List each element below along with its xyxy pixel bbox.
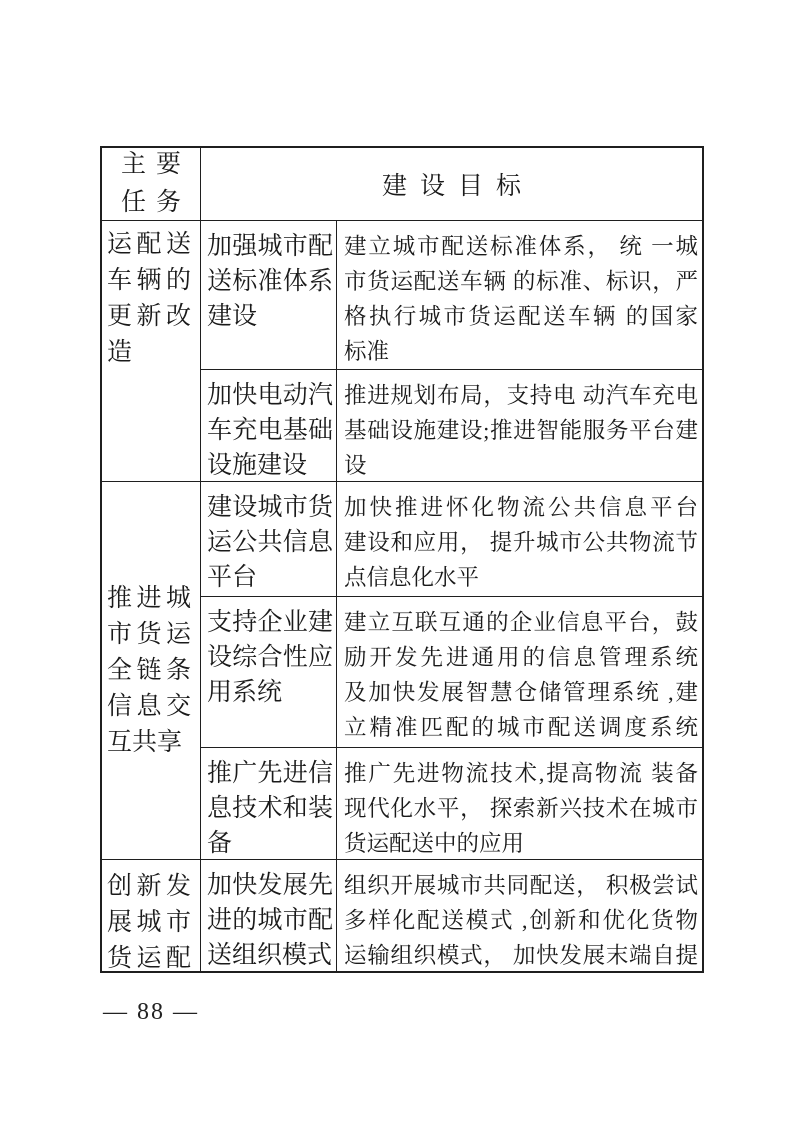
goal-line: 推进规划布局，支持电 动汽车充电 [344,383,698,408]
goal-line: 标准 [344,339,390,364]
measure-public-information-platform [201,482,337,597]
goal-line: 建立互联互通的企业信息平台，鼓 [344,610,698,635]
page-number: — 88 — [103,999,199,1025]
measure-line: 送组织模式 [207,942,333,969]
goal-line: 组织开展城市共同配送， 积极尝试 [344,873,698,898]
goal-line: 立精准匹配的城市配送调度系统 [344,715,698,740]
measure-ev-charging-infrastructure [201,370,337,482]
measure-line: 设施建设 [207,452,308,479]
task-line: 推进城 [107,584,191,612]
task-line: 更新改 [107,303,191,330]
measure-line: 设综合性应 [207,644,333,671]
goal-line: 基础设施建设;推进智能服务平台建 [344,418,698,443]
goal-line: 建立城市配送标准体系， 统 一城 [344,234,698,259]
goal-line: 及加快发展智慧仓储管理系统 ,建 [344,680,698,705]
measure-line: 建设 [207,303,258,330]
measure-line: 支持企业建 [207,609,333,636]
goal-line: 推广先进物流技术,提高物流 装备 [344,761,698,786]
goal-line: 市货运配送车辆 的标准、标识，严 [344,269,698,294]
measure-line: 建设城市货 [207,494,333,521]
measure-line: 加快发展先 [207,872,333,899]
goal-ev-charging-infrastructure [337,370,702,482]
goal-line: 加快推进怀化物流公共信息平台 [344,495,698,520]
header-main-tasks-line: 主要 [120,151,191,178]
task-line: 运配送 [107,231,191,258]
goal-line: 励开发先进通用的信息管理系统 [344,645,698,670]
task-freight-information-sharing [102,482,201,860]
measure-enterprise-application-systems [201,597,337,748]
header-main-tasks-line: 任务 [120,189,191,216]
goal-enterprise-application-systems [337,597,702,748]
task-line: 互共享 [107,728,183,756]
tasks-goals-table [100,146,704,973]
goal-line: 多样化配送模式 ,创新和优化货物 [344,908,698,933]
measure-line: 送标准体系 [207,268,333,295]
measure-line: 平台 [207,564,258,591]
header-main-tasks [102,148,201,221]
task-vehicle-upgrade [102,221,201,482]
task-line: 信息交 [107,692,191,720]
goal-advanced-it-equipment [337,748,702,860]
measure-line: 车充电基础 [207,417,333,444]
goal-line: 格执行城市货运配送车辆 的国家 [344,304,698,329]
goal-line: 设 [344,453,367,478]
goal-line: 点信息化水平 [344,565,480,590]
task-line: 市货运 [107,620,191,648]
measure-line: 运公共信息 [207,529,333,556]
task-line: 展城市 [107,909,191,936]
header-construction-goals [201,148,702,221]
task-line: 全链条 [107,656,191,684]
goal-line: 运输组织模式， 加快发展末端自提 [344,943,698,968]
measure-delivery-standard-system [201,221,337,370]
task-line: 货运配 [107,945,191,971]
task-line: 创新发 [107,873,191,900]
measure-line: 进的城市配 [207,907,333,934]
task-innovative-urban-freight [102,860,201,971]
task-line: 车辆的 [107,267,191,294]
task-line: 造 [107,339,133,366]
goal-delivery-organization-model [337,860,702,971]
measure-line: 加强城市配 [207,233,333,260]
measure-advanced-it-equipment [201,748,337,860]
measure-line: 用系统 [207,679,283,706]
goal-line: 现代化水平， 探索新兴技术在城市 [344,796,698,821]
goal-line: 货运配送中的应用 [344,831,525,856]
goal-line: 建设和应用， 提升城市公共物流节 [344,530,698,555]
measure-line: 推广先进信 [207,760,333,787]
measure-delivery-organization-model [201,860,337,971]
goal-public-information-platform [337,482,702,597]
measure-line: 息技术和装 [207,795,333,822]
measure-line: 加快电动汽 [207,382,333,409]
goal-delivery-standard-system [337,221,702,370]
measure-line: 备 [207,830,233,857]
header-construction-goals-label: 建设目标 [381,173,534,200]
